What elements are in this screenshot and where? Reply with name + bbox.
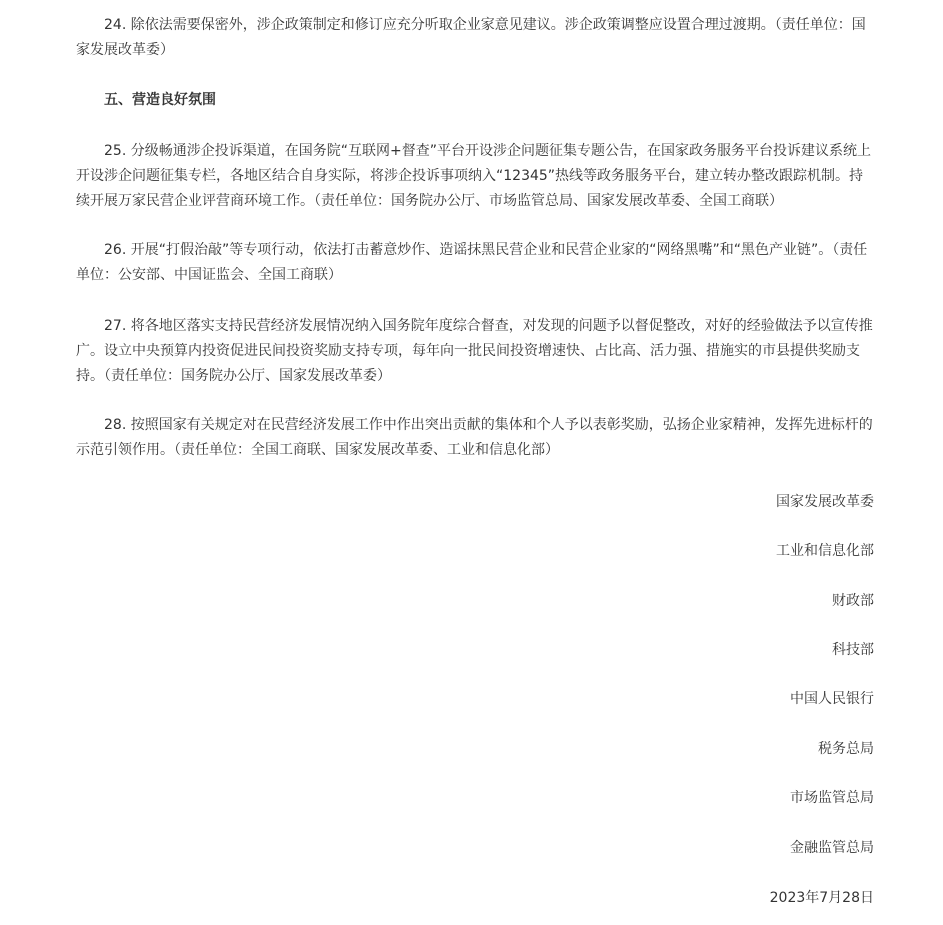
- signatory: 市场监管总局: [790, 790, 874, 806]
- signatory: 财政部: [832, 593, 874, 609]
- paragraph-item-24: 24. 除依法需要保密外，涉企政策制定和修订应充分听取企业家意见建议。涉企政策调整应设置合理过渡期。（责任单位：国家发展改革委）: [76, 17, 866, 58]
- signatory: 工业和信息化部: [776, 543, 874, 559]
- signatory: 中国人民银行: [790, 691, 874, 707]
- paragraph-item-26: 26. 开展“打假治敲”等专项行动，依法打击蓄意炒作、造谣抹黑民营企业和民营企业家的“网络黑嘴”和“黑色产业链”。（责任单位：公安部、中国证监会、全国工商联）: [76, 242, 868, 283]
- document-date: 2023年7月28日: [769, 890, 874, 906]
- section-heading: 五、营造良好氛围: [104, 92, 216, 108]
- signatory: 国家发展改革委: [776, 494, 874, 510]
- paragraph-item-28: 28. 按照国家有关规定对在民营经济发展工作中作出突出贡献的集体和个人予以表彰奖励，弘扬企业家精神，发挥先进标杆的示范引领作用。（责任单位：全国工商联、国家发展改革委、工业和信息化部）: [76, 417, 873, 458]
- signatory: 金融监管总局: [790, 840, 874, 856]
- paragraph-item-27: 27. 将各地区落实支持民营经济发展情况纳入国务院年度综合督查，对发现的问题予以督促整改，对好的经验做法予以宣传推广。设立中央预算内投资促进民间投资奖励支持专项，每年向一批民间投资增速快、占比高、活力强、措施实的市县提供奖励支持。（责任单位：国务院办公厅、国家发展改革委）: [76, 318, 873, 384]
- signatory: 科技部: [832, 642, 874, 658]
- signatory: 税务总局: [818, 741, 874, 757]
- paragraph-item-25: 25. 分级畅通涉企投诉渠道，在国务院“互联网+督查”平台开设涉企问题征集专题公告，在国家政务服务平台投诉建议系统上开设涉企问题征集专栏，各地区结合自身实际，将涉企投诉事项纳入“12345”热线等政务服务平台，建立转办整改跟踪机制。持续开展万家民营企业评营商环境工作。（责任单位：国务院办公厅、市场监管总局、国家发展改革委、全国工商联）: [76, 143, 871, 209]
